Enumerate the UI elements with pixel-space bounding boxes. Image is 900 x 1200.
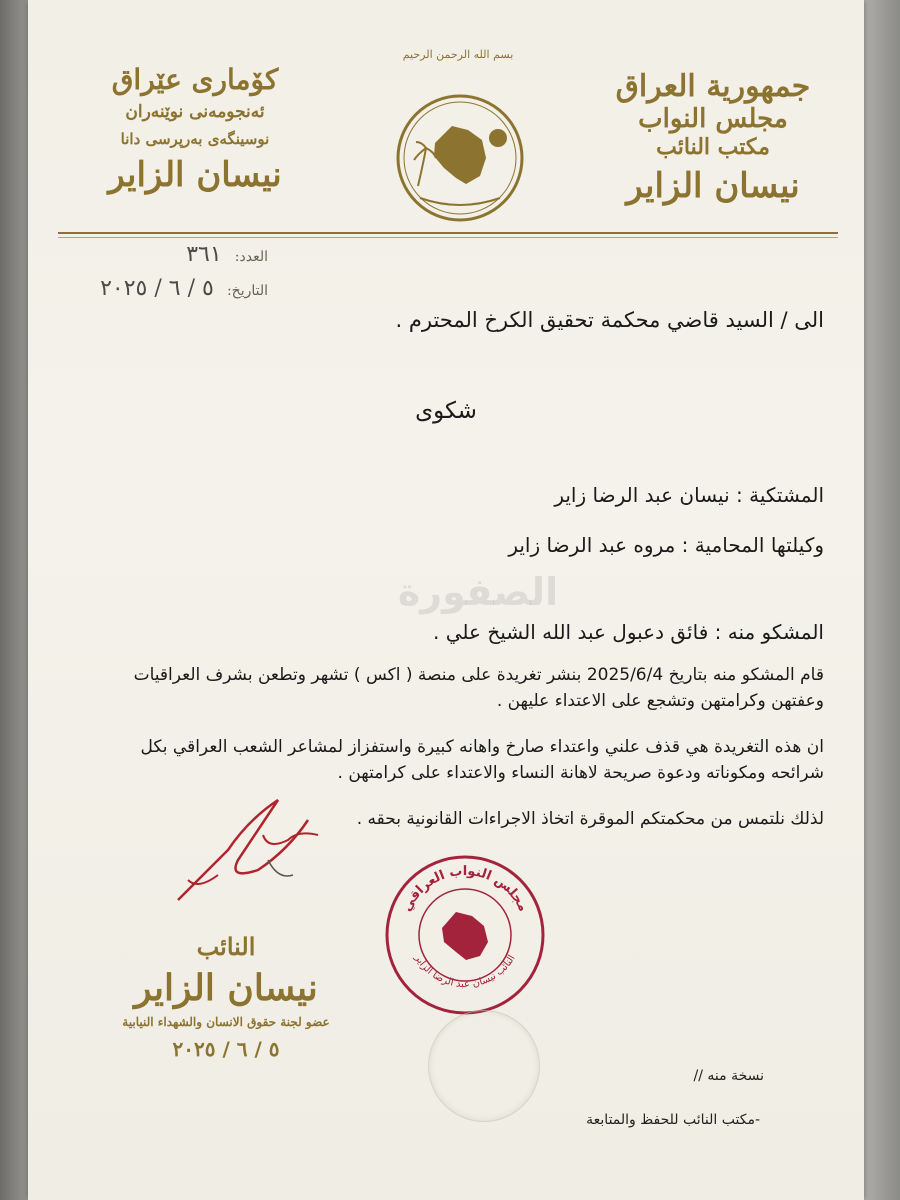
meta-date-row	[88, 276, 268, 310]
copies-item: -مكتب النائب للحفظ والمتابعة	[586, 1112, 760, 1128]
paragraph-2: ان هذه التغريدة هي قذف علني واعتداء صارخ واهانه كبيرة واستفزاز لمشاعر الشعب العراقي بكل شرائحه ومكوناته ودعوة صريحة لاهانة النساء والاعتداء على كرامتهن .	[140, 737, 824, 783]
embossed-seal	[428, 1010, 540, 1122]
header-divider	[58, 232, 838, 234]
header-divider-thin	[58, 237, 838, 238]
signature-block	[96, 930, 356, 1066]
header-country: جمهورية العراق	[615, 69, 811, 104]
basmala: بسم الله الرحمن الرحيم	[402, 48, 514, 61]
header-right-arabic	[598, 70, 828, 208]
copies-label: نسخة منه //	[693, 1068, 764, 1084]
meta-number-label: العدد:	[234, 249, 268, 265]
defendant-line: المشكو منه : فائق دعبول عبد الله الشيخ علي .	[433, 620, 824, 644]
meta-date-value: ٥ / ٦ / ٢٠٢٥	[100, 276, 214, 301]
signature-name: نيسان الزاير	[134, 967, 318, 1009]
official-stamp-icon	[380, 850, 550, 1020]
header-office: مكتب النائب	[656, 134, 770, 160]
header-name: نيسان الزاير	[626, 166, 800, 206]
parliament-emblem-icon	[390, 88, 530, 228]
desk-background-left	[0, 0, 30, 1200]
header-kurdish-office: نوسینگەی بەرپرسی دانا	[120, 130, 270, 148]
watermark-text: الصفورة	[397, 570, 559, 614]
stamp-top-text: مجلس النواب العراقي	[399, 863, 531, 914]
subject-title: شكوى	[415, 398, 477, 424]
letter-sheet	[28, 0, 864, 1200]
meta-number-row	[88, 242, 268, 276]
signature-date: ٥ / ٦ / ٢٠٢٥	[172, 1037, 280, 1061]
paragraph-1: قام المشكو منه بتاريخ 2025/6/4 بنشر تغريدة على منصة ( اكس ) تشهر وتطعن بشرف العراقيات وعفتهن وكرامتهن وتشجع على الاعتداء عليهن .	[133, 665, 824, 711]
header-kurdish-name: نیسان الزایر	[108, 155, 282, 195]
meta-date-label: التاريخ:	[226, 283, 268, 299]
agent-line: وكيلتها المحامية : مروه عبد الرضا زاير	[508, 533, 824, 557]
signature-role: عضو لجنة حقوق الانسان والشهداء النيابية	[122, 1015, 330, 1029]
header-kurdish-country: كۆماری عێراق	[111, 63, 279, 96]
handwritten-signature-icon	[168, 780, 328, 920]
signature-title: النائب	[196, 932, 256, 961]
meta-number-value: ٣٦١	[186, 242, 222, 267]
paragraph-3: لذلك نلتمس من محكمتكم الموقرة اتخاذ الاجراءات القانونية بحقه .	[356, 809, 824, 829]
stamp-bottom-text: النائب نيسان عبد الرضا الزاير	[412, 953, 518, 991]
header-left-kurdish	[70, 62, 320, 198]
header-parliament: مجلس النواب	[638, 104, 788, 134]
complainant-line: المشتكية : نيسان عبد الرضا زاير	[554, 483, 824, 507]
addressee-line: الى / السيد قاضي محكمة تحقيق الكرخ المحترم .	[395, 308, 824, 332]
letter-meta	[88, 242, 268, 310]
header-kurdish-parliament: ئەنجومەنی نوێنەران	[125, 102, 265, 122]
desk-background-right	[860, 0, 900, 1200]
